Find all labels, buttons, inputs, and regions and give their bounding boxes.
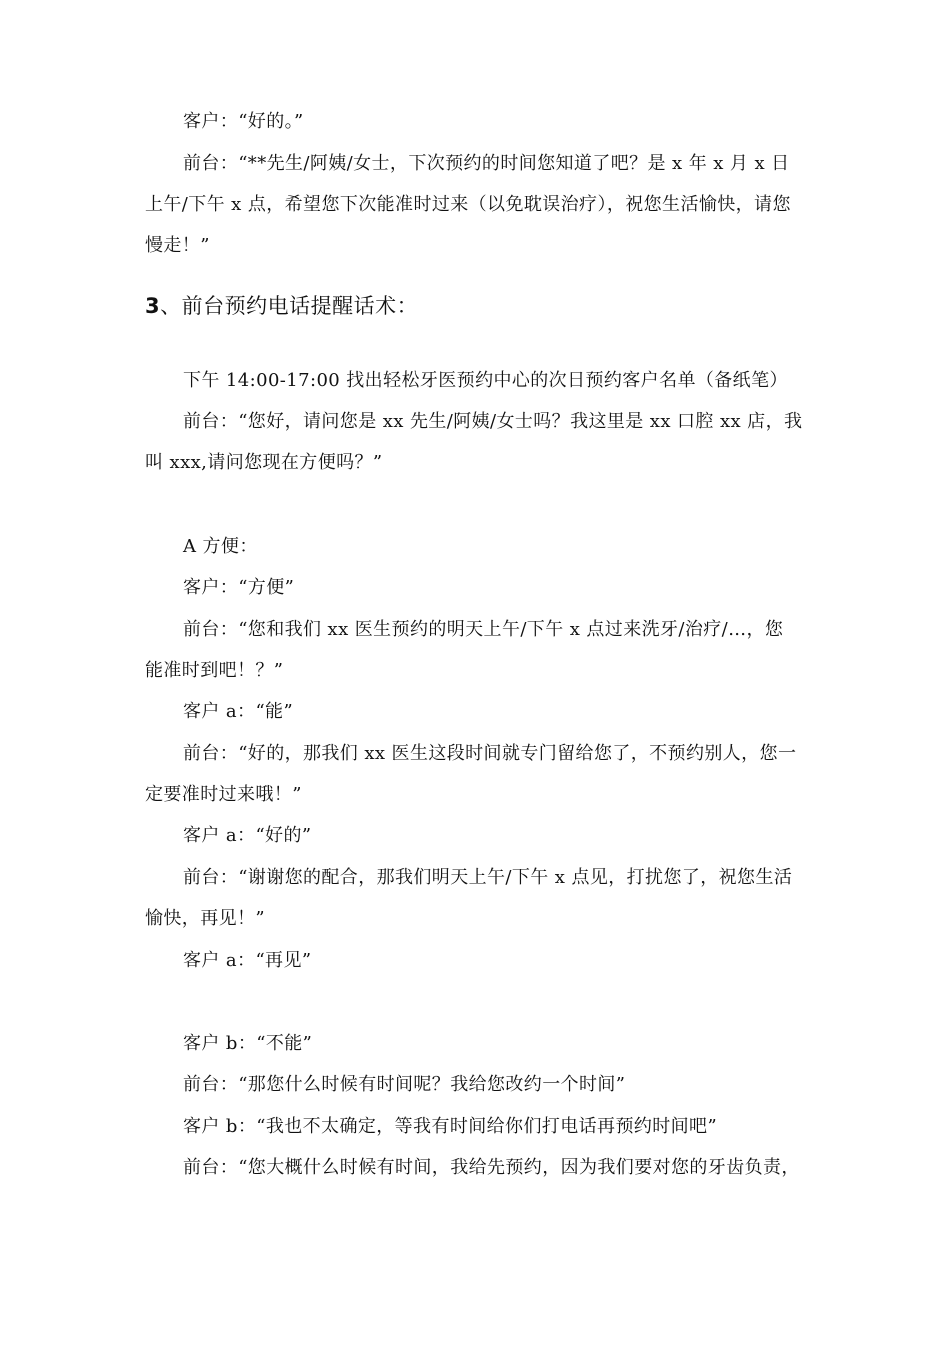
dialogue-customer-a-bye: 客户 a：“再见” bbox=[183, 950, 312, 971]
dialogue-customer-ok: 客户：“好的。” bbox=[183, 111, 304, 132]
dialogue-frontdesk-responsible: 前台：“您大概什么时候有时间，我给先预约，因为我们要对您的牙齿负责， bbox=[183, 1157, 800, 1178]
dialogue-customer-convenient: 客户：“方便” bbox=[183, 577, 295, 598]
dialogue-frontdesk-greeting-line1: 前台：“您好，请问您是 xx 先生/阿姨/女士吗？我这里是 xx 口腔 xx 店，我 bbox=[183, 411, 803, 432]
dialogue-frontdesk-next-appointment-line1: 前台：“**先生/阿姨/女士，下次预约的时间您知道了吧？是 x 年 x 月 x 日 bbox=[183, 153, 790, 174]
dialogue-frontdesk-reserved-line2: 定要准时过来哦！” bbox=[145, 784, 302, 805]
section-title: 、前台预约电话提醒话术： bbox=[160, 294, 419, 318]
dialogue-frontdesk-confirm-line2: 能准时到吧！？” bbox=[145, 660, 284, 681]
dialogue-customer-b-no: 客户 b：“不能” bbox=[183, 1033, 313, 1054]
section-heading bbox=[145, 292, 418, 320]
dialogue-frontdesk-reschedule: 前台：“那您什么时候有时间呢？我给您改约一个时间” bbox=[183, 1074, 626, 1095]
dialogue-frontdesk-confirm-line1: 前台：“您和我们 xx 医生预约的明天上午/下午 x 点过来洗牙/治疗/…，您 bbox=[183, 619, 784, 640]
dialogue-frontdesk-greeting-line2: 叫 xxx,请问您现在方便吗？” bbox=[145, 452, 383, 473]
dialogue-frontdesk-reserved-line1: 前台：“好的，那我们 xx 医生这段时间就专门留给您了，不预约别人，您一 bbox=[183, 743, 797, 764]
dialogue-frontdesk-next-appointment-line3: 慢走！” bbox=[145, 235, 210, 256]
dialogue-customer-a-ok: 客户 a：“好的” bbox=[183, 825, 312, 846]
case-a-label: A 方便： bbox=[183, 536, 258, 557]
dialogue-frontdesk-next-appointment-line2: 上午/下午 x 点，希望您下次能准时过来（以免耽误治疗），祝您生活愉快，请您 bbox=[145, 194, 791, 215]
dialogue-frontdesk-thanks-line1: 前台：“谢谢您的配合，那我们明天上午/下午 x 点见，打扰您了，祝您生活 bbox=[183, 867, 793, 888]
dialogue-customer-a-yes: 客户 a：“能” bbox=[183, 701, 294, 722]
section-number: 3 bbox=[145, 294, 161, 318]
dialogue-customer-b-unsure: 客户 b：“我也不太确定，等我有时间给你们打电话再预约时间吧” bbox=[183, 1116, 718, 1137]
instruction-line: 下午 14:00-17:00 找出轻松牙医预约中心的次日预约客户名单（备纸笔） bbox=[183, 370, 788, 391]
dialogue-frontdesk-thanks-line2: 愉快，再见！” bbox=[145, 908, 266, 929]
